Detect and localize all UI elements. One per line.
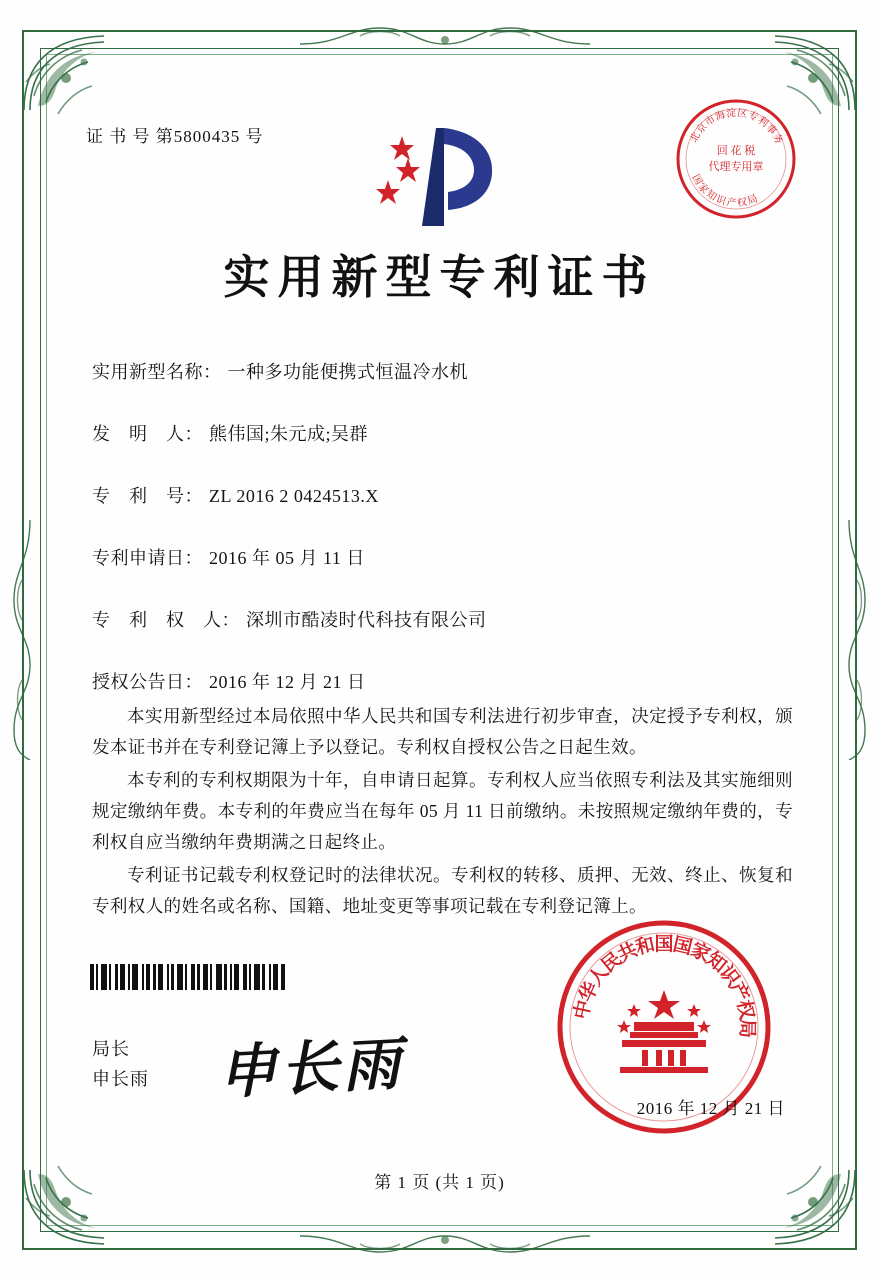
svg-text:和: 和 — [633, 934, 658, 959]
certificate-number: 证 书 号 第5800435 号 — [86, 127, 264, 146]
legal-paragraph: 本实用新型经过本局依照中华人民共和国专利法进行初步审查，决定授予专利权，颁发本证书并在专利登记簿上予以登记。专利权自授权公告之日起生效。 — [92, 706, 793, 757]
svg-text:市: 市 — [703, 113, 718, 129]
field-label: 专 利 号： — [92, 486, 203, 506]
border-flourish-right-icon — [841, 520, 871, 760]
handwritten-signature: 申长雨 — [216, 1029, 406, 1107]
svg-text:识: 识 — [714, 193, 728, 208]
field-value: 2016 年 12 月 21 日 — [209, 672, 366, 692]
border-flourish-top-icon — [300, 22, 590, 52]
svg-text:回 花 税: 回 花 税 — [716, 145, 756, 157]
svg-text:淀: 淀 — [725, 107, 737, 120]
svg-text:事: 事 — [763, 122, 779, 138]
svg-text:国: 国 — [689, 172, 704, 187]
svg-text:国: 国 — [670, 934, 695, 959]
svg-text:局: 局 — [745, 193, 760, 208]
agent-seal-stamp — [671, 94, 801, 224]
svg-text:人: 人 — [584, 962, 614, 991]
director-name: 申长雨 — [92, 1069, 149, 1089]
legal-paragraph: 专利证书记载专利权登记时的法律状况。专利权的转移、质押、无效、终止、恢复和专利权人的姓名或名称、国籍、地址变更等事项记载在专利登记簿上。 — [92, 865, 793, 916]
svg-text:产: 产 — [725, 979, 753, 1006]
svg-text:权: 权 — [736, 196, 748, 210]
barcode — [90, 964, 320, 990]
page-footer: 第 1 页 (共 1 页) — [374, 1173, 505, 1192]
field-row-patentee — [92, 606, 801, 632]
field-value: 一种多功能便携式恒温冷水机 — [227, 362, 468, 382]
field-value: 熊伟国;朱元成;吴群 — [209, 424, 369, 444]
svg-text:区: 区 — [736, 107, 749, 121]
field-value: ZL 2016 2 0424513.X — [209, 486, 379, 506]
legal-text — [92, 701, 793, 924]
svg-text:产: 产 — [725, 197, 737, 210]
field-label: 专利申请日： — [92, 548, 203, 568]
svg-text:局: 局 — [735, 1018, 758, 1039]
field-label: 专 利 权 人： — [92, 610, 240, 630]
svg-text:知: 知 — [703, 188, 719, 204]
field-row-name — [92, 358, 801, 384]
svg-text:专: 专 — [746, 109, 760, 124]
cnipa-logo-icon — [374, 122, 504, 234]
director-block — [92, 1034, 149, 1094]
field-label: 发 明 人： — [92, 424, 203, 444]
svg-text:代理专用章: 代理专用章 — [708, 161, 764, 173]
svg-text:利: 利 — [755, 114, 771, 130]
svg-text:权: 权 — [732, 998, 757, 1022]
svg-text:海: 海 — [713, 109, 728, 124]
field-row-grant-date — [92, 668, 801, 694]
field-value: 2016 年 05 月 11 日 — [209, 548, 365, 568]
svg-text:华: 华 — [575, 979, 603, 1006]
svg-text:京: 京 — [694, 121, 710, 136]
field-label: 授权公告日： — [92, 672, 203, 692]
svg-text:民: 民 — [598, 948, 627, 978]
field-row-patent-number — [92, 482, 801, 508]
svg-text:共: 共 — [614, 939, 641, 967]
svg-text:知: 知 — [701, 948, 730, 978]
seal-date: 2016 年 12 月 21 日 — [636, 1099, 785, 1118]
svg-text:家: 家 — [687, 939, 714, 967]
field-label: 实用新型名称： — [92, 362, 222, 382]
page-title: 实用新型专利证书 — [223, 252, 656, 303]
legal-paragraph: 本专利的专利权期限为十年，自申请日起算。专利权人应当依照专利法及其实施细则规定缴纳年费。本专利的年费应当在每年 05 月 11 日前缴纳。未按照规定缴纳年费的，专利权自应当缴纳年费期满之日起终止。 — [92, 770, 793, 852]
field-value: 深圳市酷凌时代科技有限公司 — [246, 610, 487, 630]
field-row-application-date — [92, 544, 801, 570]
svg-text:北: 北 — [688, 130, 704, 145]
border-flourish-left-icon — [8, 520, 38, 760]
svg-text:家: 家 — [695, 181, 711, 197]
svg-text:中: 中 — [571, 998, 596, 1022]
svg-text:务: 务 — [769, 132, 785, 146]
field-row-inventor — [92, 420, 801, 446]
field-list — [92, 358, 801, 730]
certificate-content — [68, 86, 811, 1210]
svg-text:国: 国 — [654, 934, 674, 955]
svg-text:识: 识 — [714, 962, 744, 991]
director-label: 局长 — [92, 1039, 130, 1059]
border-flourish-bottom-icon — [300, 1228, 590, 1258]
